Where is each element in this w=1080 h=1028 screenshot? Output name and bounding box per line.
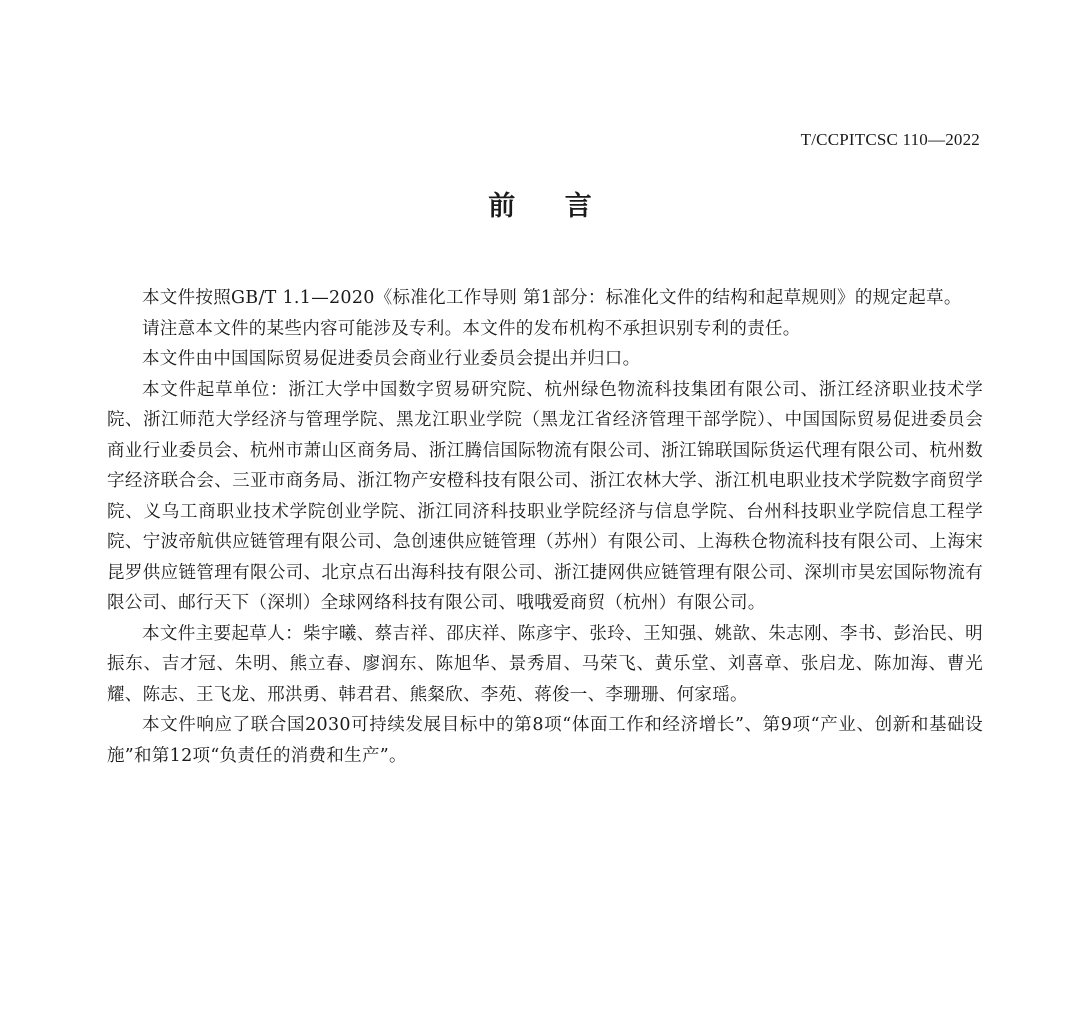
paragraph-drafting-units: 本文件起草单位：浙江大学中国数字贸易研究院、杭州绿色物流科技集团有限公司、浙江经济职业技术学院、浙江师范大学经济与管理学院、黑龙江职业学院（黑龙江省经济管理干部学院）、中国国际贸易促进委员会商业行业委员会、杭州市萧山区商务局、浙江腾信国际物流有限公司、浙江锦联国际货运代理有限公司、杭州数字经济联合会、三亚市商务局、浙江物产安橙科技有限公司、浙江农林大学、浙江机电职业技术学院数字商贸学院、义乌工商职业技术学院创业学院、浙江同济科技职业学院经济与信息学院、台州科技职业学院信息工程学院、宁波帝航供应链管理有限公司、急创速供应链管理（苏州）有限公司、上海秩仓物流科技有限公司、上海宋昆罗供应链管理有限公司、北京点石出海科技有限公司、浙江捷网供应链管理有限公司、深圳市昊宏国际物流有限公司、邮行天下（深圳）全球网络科技有限公司、哦哦爱商贸（杭州）有限公司。 xyxy=(107,379,983,613)
paragraph-patent-notice: 请注意本文件的某些内容可能涉及专利。本文件的发布机构不承担识别专利的责任。 xyxy=(142,318,801,339)
page-title: 前 言 xyxy=(488,191,612,222)
document-number: T/CCPITCSC 110—2022 xyxy=(800,130,980,149)
paragraph-drafters: 本文件主要起草人：柴宇曦、蔡吉祥、邵庆祥、陈彦宇、张玲、王知强、姚歆、朱志刚、李书、彭治民、明振东、吉才冠、朱明、熊立春、廖润东、陈旭华、景秀眉、马荣飞、黄乐堂、刘喜章、张启龙、陈加海、曹光耀、陈志、王飞龙、邢洪勇、韩君君、熊粲欣、李苑、蒋俊一、李珊珊、何家瑶。 xyxy=(107,623,983,705)
paragraph-sdg-response: 本文件响应了联合国2030可持续发展目标中的第8项“体面工作和经济增长”、第9项“产业、创新和基础设施”和第12项“负责任的消费和生产”。 xyxy=(107,715,983,766)
paragraph-proposer: 本文件由中国国际贸易促进委员会商业行业委员会提出并归口。 xyxy=(142,349,641,369)
foreword-body xyxy=(107,283,983,771)
paragraph-drafting-rules: 本文件按照GB/T 1.1—2020《标准化工作导则 第1部分：标准化文件的结构和起草规则》的规定起草。 xyxy=(142,288,962,308)
